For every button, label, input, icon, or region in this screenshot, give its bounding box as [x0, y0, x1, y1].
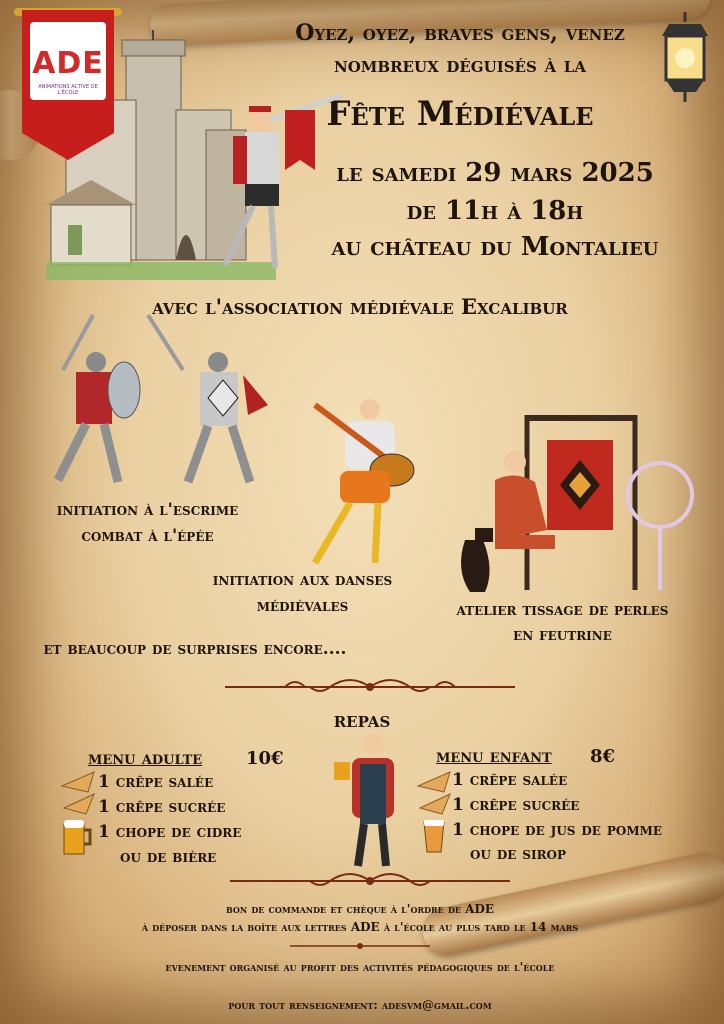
organized-by-line: evenement organisé au profit des activités pédagogiques de l'école [165, 960, 555, 974]
order-line-1: bon de commande et chèque à l'ordre de ADE [225, 902, 495, 916]
more-surprises: et beaucoup de surprises encore.... [43, 639, 347, 659]
event-hours: de 11h à 18h [406, 196, 584, 226]
divider-ornament-top [225, 672, 515, 702]
trumpeter-illustration [215, 90, 345, 275]
child-item-3: 1 chope de jus de pomme [452, 820, 663, 840]
meal-title: repas [333, 707, 391, 733]
beer-mug-icon-adult [60, 818, 92, 856]
adult-item-4: ou de bière [120, 847, 217, 867]
dance-label-line-2: médiévales [256, 596, 349, 616]
contact-line: pour tout renseignement: adesvm@gmail.com [228, 998, 492, 1012]
crepe-icon-adult [58, 768, 98, 816]
ade-logo: ADE [32, 46, 104, 81]
adult-menu-label: menu adulte [88, 748, 203, 769]
event-place: au château du Montalieu [331, 232, 659, 262]
order-line-2: à déposer dans la boîte aux lettres ADE à l'école au plus tard le 14 mars [141, 920, 579, 934]
innkeeper-illustration [330, 730, 416, 870]
association-line: avec l'association médiévale Excalibur [152, 294, 568, 319]
child-menu-label: menu enfant [436, 746, 552, 767]
weaving-label-line-1: atelier tissage de perles [456, 600, 669, 620]
ade-logo-subtitle: ANIMATIONS ACTIVE DE L'ÉCOLE [38, 84, 98, 96]
knights-fencing-illustration [38, 300, 278, 495]
header-line-2: nombreux déguisés à la [334, 52, 586, 78]
fencing-label-line-1: initiation à l'escrime [56, 500, 239, 520]
header-line-1: Oyez, oyez, braves gens, venez [295, 20, 625, 46]
adult-item-1: 1 crêpe salée [98, 772, 214, 792]
child-item-1: 1 crêpe salée [452, 770, 568, 790]
event-title: Fête Médiévale [326, 94, 594, 134]
divider-ornament-small [290, 938, 430, 954]
weaver-illustration [455, 410, 695, 600]
dance-label-line-1: initiation aux danses [212, 570, 393, 590]
adult-menu-price: 10€ [246, 748, 284, 769]
adult-item-3: 1 chope de cidre [98, 822, 242, 842]
juice-glass-icon-child [420, 818, 450, 856]
musician-illustration [300, 395, 425, 570]
child-menu-price: 8€ [590, 746, 616, 767]
fencing-label-line-2: combat à l'épée [81, 526, 214, 546]
crepe-icon-child [414, 768, 454, 816]
adult-item-2: 1 crêpe sucrée [98, 797, 226, 817]
child-item-4: ou de sirop [470, 844, 567, 864]
weaving-label-line-2: en feutrine [513, 625, 612, 645]
child-item-2: 1 crêpe sucrée [452, 795, 580, 815]
event-date: le samedi 29 mars 2025 [336, 158, 654, 188]
divider-ornament-bottom [230, 866, 510, 896]
